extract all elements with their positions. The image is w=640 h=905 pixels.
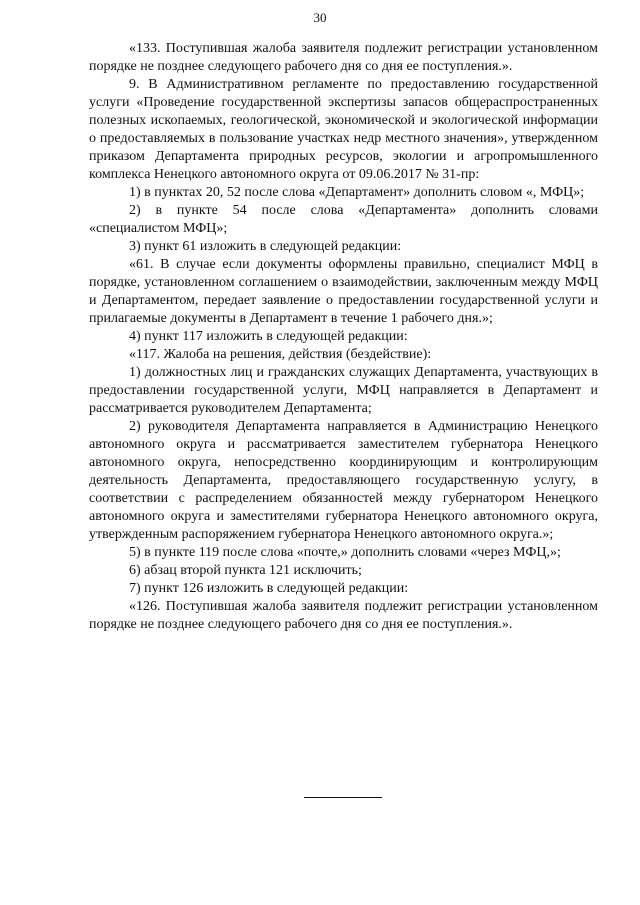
paragraph-clause-61: «61. В случае если документы оформлены правильно, специалист МФЦ в порядке, установленном соглашением о взаимодействии, заключенным между МФЦ и Департаментом, передает заявление о предоставлении государственной услуги и прилагаемые документы в Департамент в течение 1 рабочего дня.»; xyxy=(89,257,598,326)
document-body xyxy=(89,40,598,634)
paragraph-subitem-1: 1) в пунктах 20, 52 после слова «Департамент» дополнить словом «, МФЦ»; xyxy=(129,185,585,200)
page-number: 30 xyxy=(313,10,327,25)
paragraph-item-9-regulation: 9. В Административном регламенте по предоставлению государственной услуги «Проведение государственной экспертизы запасов общераспространенных полезных ископаемых, геологической, экономической и экологической информации о предоставляемых в пользование участках недр местного значения», утвержденном приказом Департамента природных ресурсов, экологии и агропромышленного комплекса Ненецкого автономного округа от 09.06.2017 № 31-пр: xyxy=(89,77,598,182)
paragraph-subitem-5: 5) в пункте 119 после слова «почте,» дополнить словами «через МФЦ,»; xyxy=(129,545,561,560)
paragraph-clause-117-1: 1) должностных лиц и гражданских служащих Департамента, участвующих в предоставлении государственной услуги, МФЦ направляется в Департамент и рассматривается руководителем Департамента; xyxy=(89,365,598,416)
paragraph-complaint-133: «133. Поступившая жалоба заявителя подлежит регистрации установленном порядке не позднее следующего рабочего дня со дня ее поступления.». xyxy=(89,41,598,74)
paragraph-subitem-2: 2) в пункте 54 после слова «Департамента» дополнить словами «специалистом МФЦ»; xyxy=(89,203,598,236)
paragraph-clause-117: «117. Жалоба на решения, действия (бездействие): xyxy=(129,347,432,362)
paragraph-subitem-3: 3) пункт 61 изложить в следующей редакции: xyxy=(129,239,402,254)
paragraph-subitem-6: 6) абзац второй пункта 121 исключить; xyxy=(129,563,362,578)
paragraph-subitem-4: 4) пункт 117 изложить в следующей редакции: xyxy=(129,329,408,344)
end-of-document-line xyxy=(304,797,382,798)
paragraph-clause-117-2: 2) руководителя Департамента направляется в Администрацию Ненецкого автономного округа и рассматривается заместителем губернатора Ненецкого автономного округа, непосредственно координирующим и контролирующим деятельность Департамента, предоставляющего государственную услугу, в соответствии с распределением обязанностей между губернатором Ненецкого автономного округа и заместителями губернатора Ненецкого автономного округа, утвержденным распоряжением губернатора Ненецкого автономного округа.»; xyxy=(89,419,598,542)
paragraph-subitem-7: 7) пункт 126 изложить в следующей редакции: xyxy=(129,581,409,596)
paragraph-clause-126: «126. Поступившая жалоба заявителя подлежит регистрации установленном порядке не позднее следующего рабочего дня со дня ее поступления.». xyxy=(89,599,598,632)
